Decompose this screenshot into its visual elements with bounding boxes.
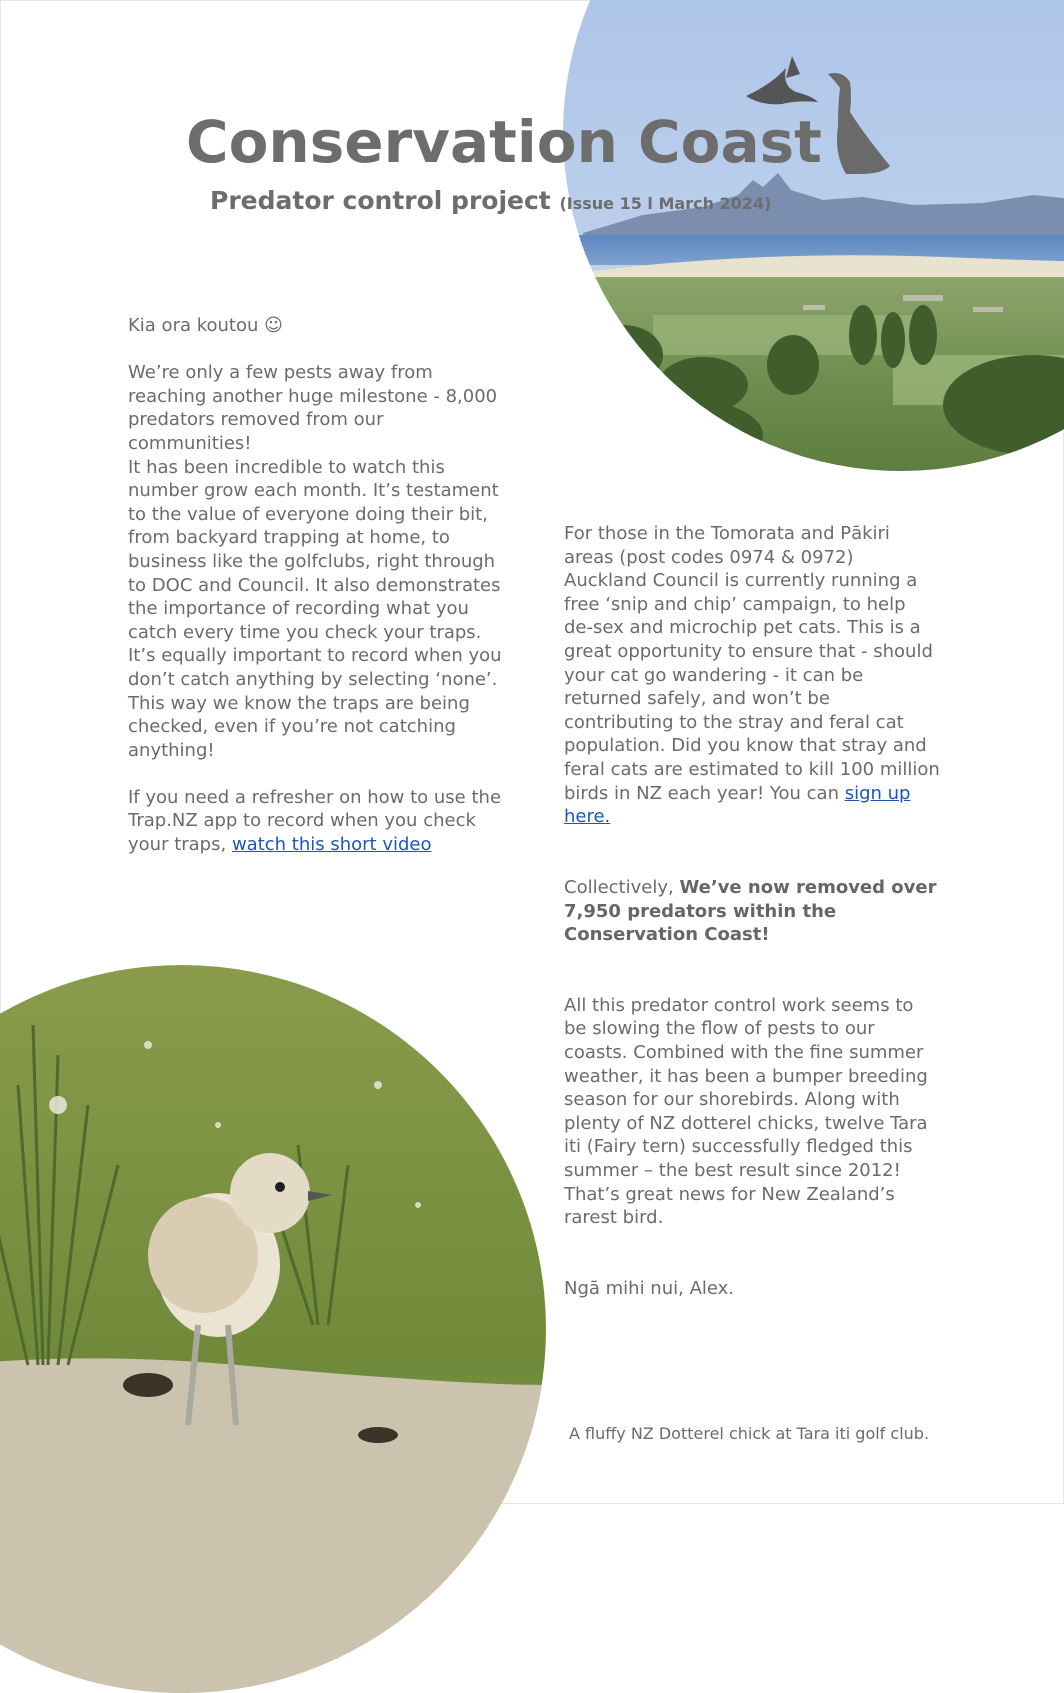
- snip-chip-text: For those in the Tomorata and Pākiri areas (post codes 0974 & 0972) Auckland Council is currently running a free ‘snip and chip’ campaign, to help de-sex and microchip pet cats. This is a great opportunity to ensure that - should your cat go wandering - it can be returned safely, and won’t be contributing to the stray and feral cat population. Did you know that stray and feral cats are estimated to kill 100 million birds in NZ each year! You can: [564, 523, 940, 804]
- predator-count-paragraph: [564, 876, 940, 947]
- recording-paragraph: It has been incredible to watch this number grow each month. It’s testament to the value of everyone doing their bit, from backyard trapping at home, to business like the golfclubs, right through to DOC and Council. It also demonstrates the importance of recording what you catch every time you check your traps. It’s equally important to record when you don’t catch anything by selecting ‘none’. This way we know the traps are being checked, even if you’re not catching anything!: [128, 456, 502, 761]
- refresher-text: If you need a refresher on how to use the Trap.NZ app to record when you check your traps,: [128, 786, 502, 856]
- dotterel-chick-photo: [0, 965, 546, 1693]
- refresher-paragraph: [128, 786, 508, 857]
- greeting: Kia ora koutou ☺: [128, 315, 283, 336]
- snip-chip-paragraph: [564, 522, 940, 829]
- left-column: [128, 314, 508, 857]
- right-column: [564, 522, 940, 1301]
- subtitle-text: Predator control project: [210, 186, 551, 215]
- watch-video-link[interactable]: watch this short video: [231, 834, 432, 856]
- breeding-season-paragraph: All this predator control work seems to be slowing the flow of pests to our coasts. Combined with the fine summer weather, it has been a bumper breeding season for our shorebirds. Along with plenty of NZ dotterel chicks, twelve Tara iti (Fairy tern) successfully fledged this summer – the best result since 2012! That’s great news for New Zealand’s rarest bird.: [564, 994, 928, 1229]
- newsletter-title: Conservation Coast: [186, 108, 822, 176]
- photo-caption: A fluffy NZ Dotterel chick at Tara iti golf club.: [569, 1424, 930, 1443]
- issue-info: (Issue 15 l March 2024): [559, 194, 772, 213]
- newsletter-subtitle: [210, 186, 771, 215]
- sign-up-link[interactable]: sign up here.: [564, 782, 911, 828]
- predator-count-highlight: We’ve now removed over 7,950 predators within the Conservation Coast!: [564, 876, 937, 946]
- predator-count-lead: Collectively,: [564, 876, 680, 898]
- signoff: Ngā mihi nui, Alex.: [564, 1278, 735, 1299]
- milestone-paragraph: We’re only a few pests away from reaching another huge milestone - 8,000 predators removed from our communities!: [128, 362, 498, 454]
